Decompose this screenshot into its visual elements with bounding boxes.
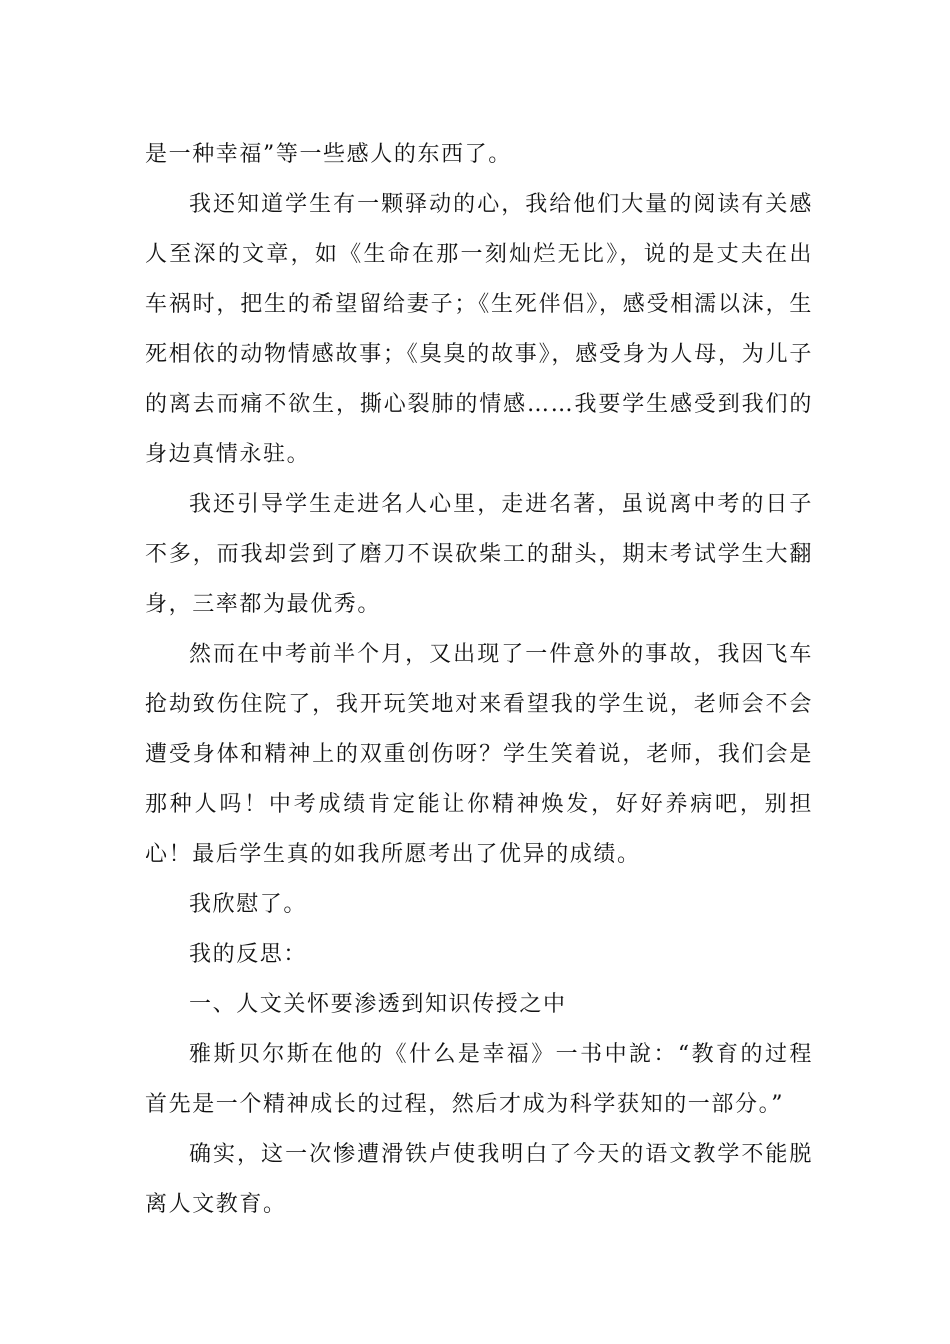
paragraph: 我欣慰了。 (189, 892, 308, 917)
paragraph: 确实，这一次惨遭滑铁卢使我明白了今天的语文教学不能脱离人文教育。 (145, 1142, 813, 1217)
document-body (145, 130, 813, 1230)
paragraph: 我还引导学生走进名人心里，走进名著，虽说离中考的日子不多，而我却尝到了磨刀不误砍柴工的甜头，期末考试学生大翻身，三率都为最优秀。 (145, 492, 813, 617)
paragraph: 然而在中考前半个月，又出现了一件意外的事故，我因飞车抢劫致伤住院了，我开玩笑地对来看望我的学生说，老师会不会遭受身体和精神上的双重创伤呀？学生笑着说，老师，我们会是那种人吗！中考成绩肯定能让你精神焕发，好好养病吧，别担心！最后学生真的如我所愿考出了优异的成绩。 (145, 642, 813, 867)
section-heading: 我的反思： (189, 942, 308, 967)
subsection-heading: 一、人文关怀要渗透到知识传授之中 (189, 992, 567, 1017)
paragraph-continuation: 是一种幸福”等一些感人的东西了。 (145, 142, 512, 167)
paragraph: 雅斯贝尔斯在他的《什么是幸福》一书中說：“教育的过程首先是一个精神成长的过程，然后才成为科学获知的一部分。” (145, 1042, 813, 1117)
paragraph: 我还知道学生有一颗驿动的心，我给他们大量的阅读有关感人至深的文章，如《生命在那一刻灿烂无比》，说的是丈夫在出车祸时，把生的希望留给妻子；《生死伴侣》，感受相濡以沫，生死相依的动物情感故事；《臭臭的故事》，感受身为人母，为儿子的离去而痛不欲生，撕心裂肺的情感……我要学生感受到我们的身边真情永驻。 (145, 192, 813, 467)
